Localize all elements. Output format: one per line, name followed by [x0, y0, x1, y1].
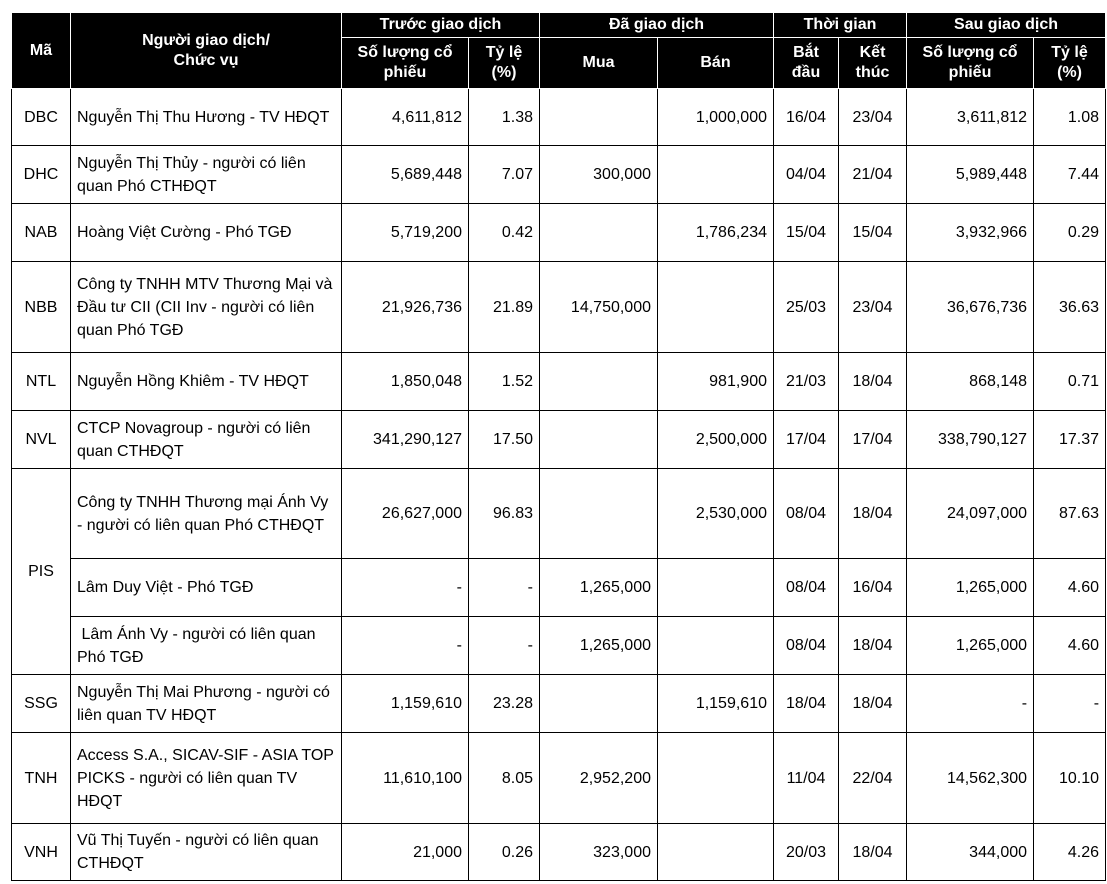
header-before-qty: Số lượng cổ phiếu — [342, 38, 469, 89]
header-time: Thời gian — [774, 13, 907, 38]
cell-person: Hoàng Việt Cường - Phó TGĐ — [71, 204, 342, 262]
cell-buy: 300,000 — [540, 146, 658, 204]
cell-sell — [658, 146, 774, 204]
cell-person: CTCP Novagroup - người có liên quan CTHĐQT — [71, 411, 342, 469]
cell-after-pct: - — [1034, 675, 1106, 733]
cell-before-pct: 23.28 — [469, 675, 540, 733]
cell-sell: 1,159,610 — [658, 675, 774, 733]
cell-before-pct: 0.26 — [469, 824, 540, 881]
cell-sell: 981,900 — [658, 353, 774, 411]
table-row — [12, 824, 1106, 881]
header-before-pct: Tỷ lệ (%) — [469, 38, 540, 89]
cell-before-pct: 96.83 — [469, 469, 540, 559]
cell-person: Nguyễn Thị Thủy - người có liên quan Phó CTHĐQT — [71, 146, 342, 204]
cell-end: 18/04 — [839, 469, 907, 559]
cell-after-pct: 0.71 — [1034, 353, 1106, 411]
header-person-label: Người giao dịch/ Chức vụ — [142, 31, 270, 69]
cell-after-qty: 5,989,448 — [907, 146, 1034, 204]
header-code: Mã — [12, 13, 71, 89]
table-row — [12, 146, 1106, 204]
cell-buy — [540, 89, 658, 146]
cell-start: 08/04 — [774, 617, 839, 675]
cell-code: TNH — [12, 733, 71, 824]
cell-before-pct: 0.42 — [469, 204, 540, 262]
cell-sell — [658, 733, 774, 824]
cell-before-qty: 11,610,100 — [342, 733, 469, 824]
cell-after-pct: 7.44 — [1034, 146, 1106, 204]
cell-after-qty: 338,790,127 — [907, 411, 1034, 469]
cell-start: 17/04 — [774, 411, 839, 469]
cell-end: 17/04 — [839, 411, 907, 469]
cell-code: VNH — [12, 824, 71, 881]
cell-buy — [540, 675, 658, 733]
cell-person: Công ty TNHH MTV Thương Mại và Đầu tư CII (CII Inv - người có liên quan Phó TGĐ — [71, 262, 342, 353]
cell-buy — [540, 469, 658, 559]
cell-code: SSG — [12, 675, 71, 733]
header-end: Kết thúc — [839, 38, 907, 89]
cell-after-pct: 1.08 — [1034, 89, 1106, 146]
cell-end: 16/04 — [839, 559, 907, 617]
table-row — [12, 733, 1106, 824]
cell-after-pct: 4.60 — [1034, 617, 1106, 675]
cell-code: PIS — [12, 469, 71, 675]
cell-after-qty: 868,148 — [907, 353, 1034, 411]
cell-before-qty: 4,611,812 — [342, 89, 469, 146]
cell-person: Nguyễn Hồng Khiêm - TV HĐQT — [71, 353, 342, 411]
cell-start: 21/03 — [774, 353, 839, 411]
header-after-pct: Tỷ lệ (%) — [1034, 38, 1106, 89]
cell-buy: 1,265,000 — [540, 559, 658, 617]
cell-end: 22/04 — [839, 733, 907, 824]
cell-person: Vũ Thị Tuyến - người có liên quan CTHĐQT — [71, 824, 342, 881]
cell-end: 18/04 — [839, 353, 907, 411]
cell-sell: 1,000,000 — [658, 89, 774, 146]
cell-before-qty: 26,627,000 — [342, 469, 469, 559]
table-row — [12, 617, 1106, 675]
table-row — [12, 353, 1106, 411]
cell-before-pct: - — [469, 617, 540, 675]
cell-before-qty: 21,000 — [342, 824, 469, 881]
table-row — [12, 89, 1106, 146]
cell-after-pct: 36.63 — [1034, 262, 1106, 353]
cell-buy: 1,265,000 — [540, 617, 658, 675]
cell-end: 18/04 — [839, 824, 907, 881]
header-buy: Mua — [540, 38, 658, 89]
cell-person: Nguyễn Thị Mai Phương - người có liên quan TV HĐQT — [71, 675, 342, 733]
cell-end: 23/04 — [839, 89, 907, 146]
cell-before-pct: - — [469, 559, 540, 617]
cell-start: 25/03 — [774, 262, 839, 353]
cell-before-qty: 21,926,736 — [342, 262, 469, 353]
table-row — [12, 262, 1106, 353]
header-traded: Đã giao dịch — [540, 13, 774, 38]
cell-before-qty: 5,719,200 — [342, 204, 469, 262]
cell-person: Access S.A., SICAV-SIF - ASIA TOP PICKS - người có liên quan TV HĐQT — [71, 733, 342, 824]
cell-buy — [540, 204, 658, 262]
cell-buy: 2,952,200 — [540, 733, 658, 824]
cell-end: 18/04 — [839, 617, 907, 675]
cell-sell — [658, 559, 774, 617]
cell-after-qty: 1,265,000 — [907, 617, 1034, 675]
cell-person: Công ty TNHH Thương mại Ánh Vy - người có liên quan Phó CTHĐQT — [71, 469, 342, 559]
cell-sell: 2,530,000 — [658, 469, 774, 559]
cell-after-pct: 0.29 — [1034, 204, 1106, 262]
cell-person: Lâm Duy Việt - Phó TGĐ — [71, 559, 342, 617]
cell-buy — [540, 411, 658, 469]
cell-sell — [658, 617, 774, 675]
cell-code: DHC — [12, 146, 71, 204]
cell-code: NTL — [12, 353, 71, 411]
cell-start: 08/04 — [774, 559, 839, 617]
cell-after-qty: 3,932,966 — [907, 204, 1034, 262]
table-row — [12, 411, 1106, 469]
cell-code: NBB — [12, 262, 71, 353]
header-after: Sau giao dịch — [907, 13, 1106, 38]
cell-start: 15/04 — [774, 204, 839, 262]
cell-before-pct: 7.07 — [469, 146, 540, 204]
header-sell: Bán — [658, 38, 774, 89]
cell-after-pct: 4.60 — [1034, 559, 1106, 617]
cell-start: 20/03 — [774, 824, 839, 881]
cell-after-qty: - — [907, 675, 1034, 733]
cell-end: 18/04 — [839, 675, 907, 733]
cell-start: 16/04 — [774, 89, 839, 146]
cell-before-qty: 5,689,448 — [342, 146, 469, 204]
cell-sell — [658, 262, 774, 353]
cell-sell: 2,500,000 — [658, 411, 774, 469]
cell-before-pct: 8.05 — [469, 733, 540, 824]
cell-start: 18/04 — [774, 675, 839, 733]
cell-before-qty: - — [342, 559, 469, 617]
cell-code: NAB — [12, 204, 71, 262]
cell-before-qty: 341,290,127 — [342, 411, 469, 469]
cell-after-qty: 344,000 — [907, 824, 1034, 881]
cell-before-qty: - — [342, 617, 469, 675]
cell-sell: 1,786,234 — [658, 204, 774, 262]
cell-end: 15/04 — [839, 204, 907, 262]
cell-buy: 323,000 — [540, 824, 658, 881]
cell-before-qty: 1,850,048 — [342, 353, 469, 411]
cell-after-qty: 1,265,000 — [907, 559, 1034, 617]
header-before: Trước giao dịch — [342, 13, 540, 38]
header-after-qty: Số lượng cổ phiếu — [907, 38, 1034, 89]
cell-before-pct: 21.89 — [469, 262, 540, 353]
cell-after-pct: 10.10 — [1034, 733, 1106, 824]
cell-before-pct: 1.38 — [469, 89, 540, 146]
cell-buy: 14,750,000 — [540, 262, 658, 353]
table-row — [12, 469, 1106, 559]
insider-transactions-table — [11, 12, 1106, 881]
cell-person: Nguyễn Thị Thu Hương - TV HĐQT — [71, 89, 342, 146]
cell-start: 04/04 — [774, 146, 839, 204]
cell-start: 08/04 — [774, 469, 839, 559]
cell-after-qty: 36,676,736 — [907, 262, 1034, 353]
header-start: Bắt đầu — [774, 38, 839, 89]
cell-sell — [658, 824, 774, 881]
table-row — [12, 675, 1106, 733]
cell-after-pct: 87.63 — [1034, 469, 1106, 559]
cell-after-qty: 14,562,300 — [907, 733, 1034, 824]
cell-code: NVL — [12, 411, 71, 469]
table-row — [12, 559, 1106, 617]
cell-buy — [540, 353, 658, 411]
cell-after-pct: 17.37 — [1034, 411, 1106, 469]
header-person — [71, 13, 342, 89]
cell-end: 21/04 — [839, 146, 907, 204]
cell-end: 23/04 — [839, 262, 907, 353]
cell-after-pct: 4.26 — [1034, 824, 1106, 881]
table-row — [12, 204, 1106, 262]
cell-before-pct: 17.50 — [469, 411, 540, 469]
cell-before-pct: 1.52 — [469, 353, 540, 411]
cell-after-qty: 3,611,812 — [907, 89, 1034, 146]
cell-start: 11/04 — [774, 733, 839, 824]
cell-person: Lâm Ánh Vy - người có liên quan Phó TGĐ — [71, 617, 342, 675]
cell-after-qty: 24,097,000 — [907, 469, 1034, 559]
cell-code: DBC — [12, 89, 71, 146]
cell-before-qty: 1,159,610 — [342, 675, 469, 733]
